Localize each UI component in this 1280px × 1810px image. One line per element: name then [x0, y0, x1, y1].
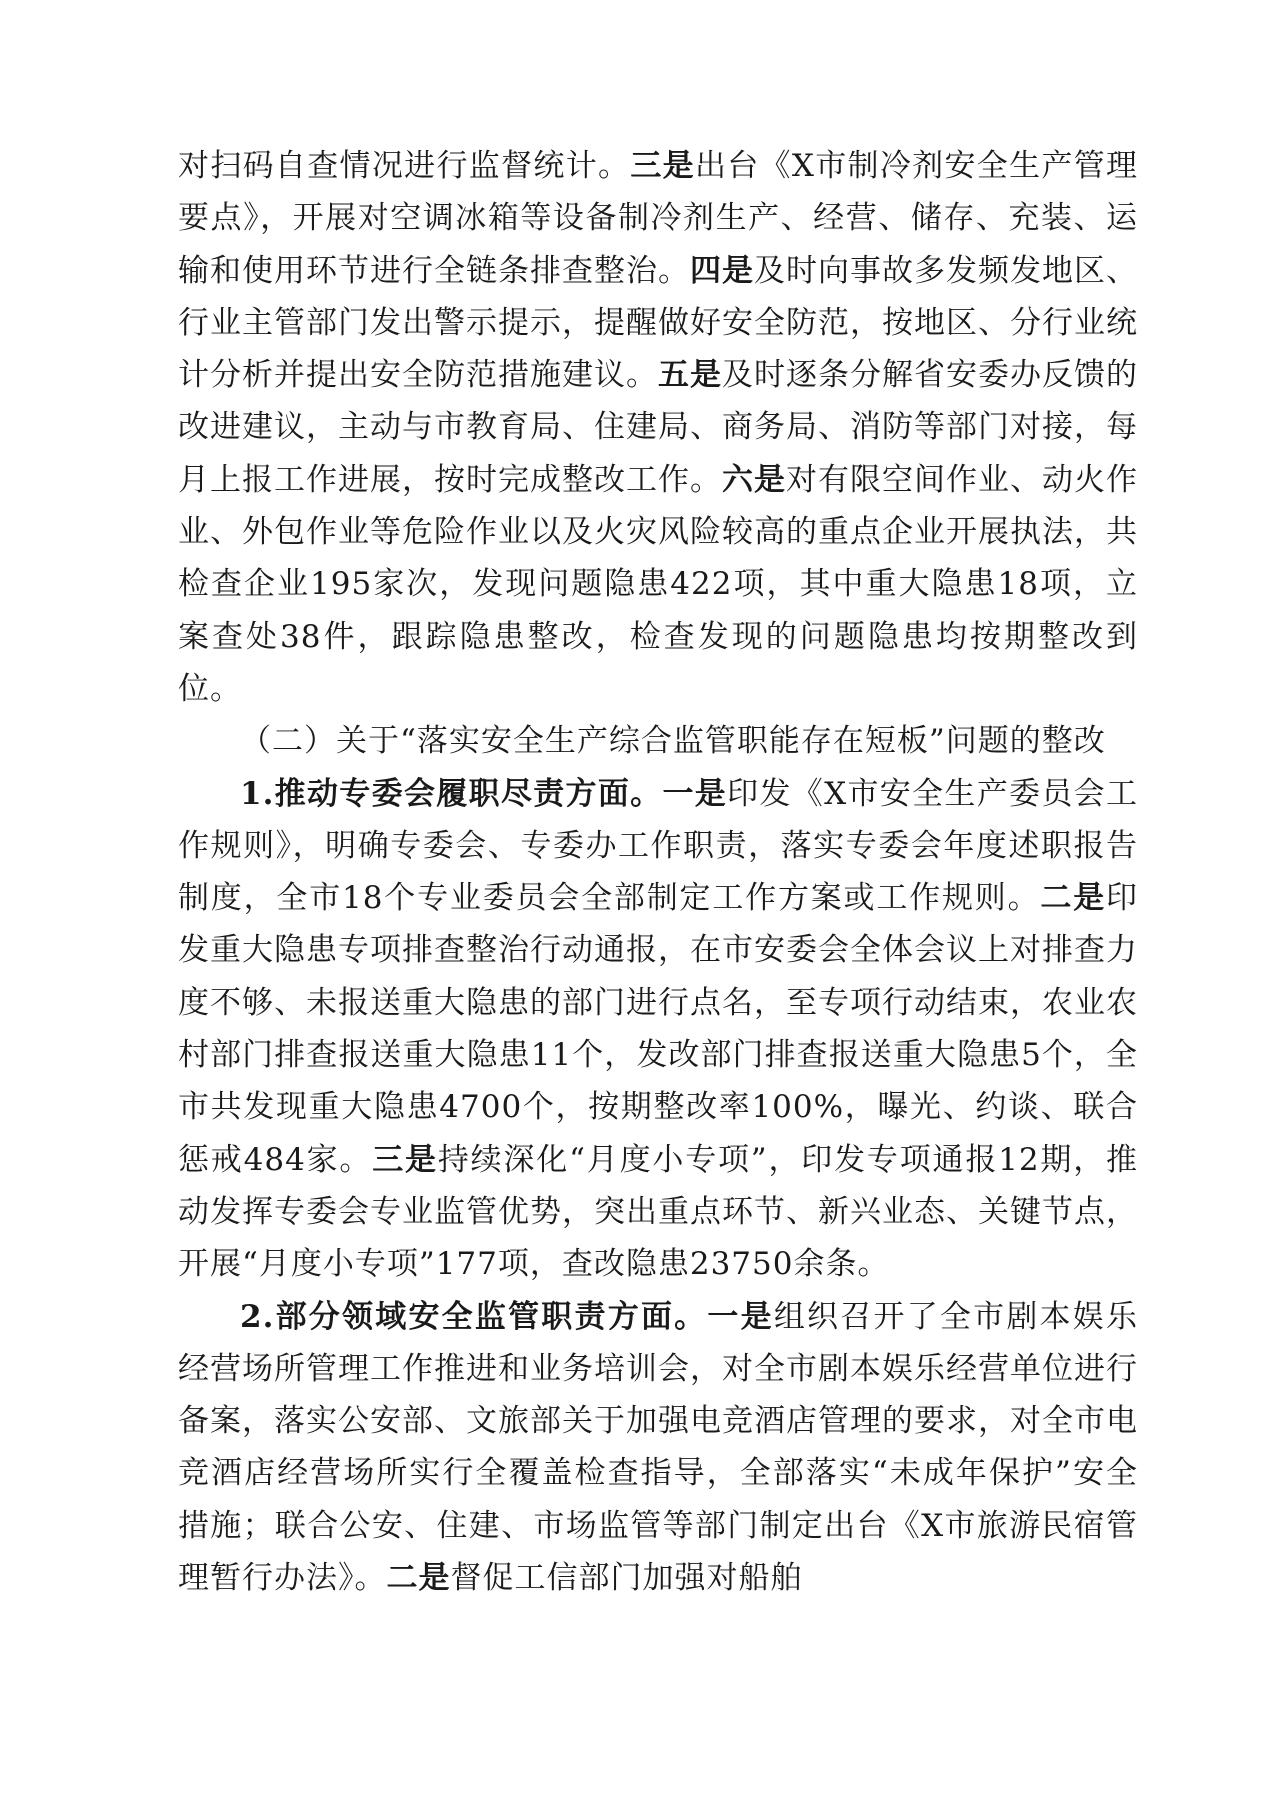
paragraph-sector-supervision	[178, 1291, 1138, 1605]
p1-marker-fifth: 五是	[658, 357, 722, 394]
p3-marker-third: 三是	[372, 1141, 438, 1178]
subheading-sector: 2.部分领域安全监管职责方面。	[240, 1298, 708, 1335]
p3-seg-6: 持续深化“月度小专项”，印发专项通报12期，推动发挥专委会专业监管优势，突出重点环节、新兴业态、关键节点，开展“月度小专项”177项，查改隐患23750余条。	[178, 1141, 1139, 1283]
p3-seg-2: 印发《X市安全生产委员会工作规则》，明确专委会、专委办工作职责，落实专委会年度述职报告制度，全市18个专业委员会全部制定工作方案或工作规则。	[178, 775, 1138, 917]
paragraph-committee-duties	[178, 768, 1138, 1291]
section-heading-2	[178, 715, 1138, 767]
p4-seg-4: 督促工信部门加强对船舶	[450, 1560, 803, 1597]
p3-seg-4: 印发重大隐患专项排查整治行动通报，在市安委会全体会议上对排查力度不够、未报送重大隐患的部门进行点名，至专项行动结束，农业农村部门排查报送重大隐患11个，发改部门排查报送重大隐患5个，全市共发现重大隐患4700个，按期整改率100%，曝光、约谈、联合惩戒484家。	[178, 880, 1139, 1178]
section-heading-text: （二）关于“落实安全生产综合监管职能存在短板”问题的整改	[240, 723, 1106, 760]
p1-marker-third: 三是	[630, 148, 695, 184]
paragraph-supervision-measures	[178, 140, 1138, 715]
document-page	[178, 140, 1138, 1604]
p4-marker-first: 一是	[707, 1298, 774, 1335]
p1-seg-2: 出台《X市制冷剂安全生产管理要点》，开展对空调冰箱等设备制冷剂生产、经营、储存、充装、运输和使用环节进行全链条排查整治。	[178, 148, 1139, 289]
p1-seg-6: 及时逐条分解省安委办反馈的改进建议，主动与市教育局、住建局、商务局、消防等部门对接，每月上报工作进展，按时完成整改工作。	[178, 357, 1138, 498]
p4-seg-2: 组织召开了全市剧本娱乐经营场所管理工作推进和业务培训会，对全市剧本娱乐经营单位进行备案，落实公安部、文旅部关于加强电竞酒店管理的要求，对全市电竞酒店经营场所实行全覆盖检查指导，全部落实“未成年保护”安全措施；联合公安、住建、市场监管等部门制定出台《X市旅游民宿管理暂行办法》。	[178, 1298, 1138, 1597]
p1-marker-sixth: 六是	[722, 461, 786, 498]
p1-seg-4: 及时向事故多发频发地区、行业主管部门发出警示提示，提醒做好安全防范，按地区、分行业统计分析并提出安全防范措施建议。	[178, 252, 1138, 394]
p1-marker-fourth: 四是	[690, 252, 754, 289]
p1-seg-0: 对扫码自查情况进行监督统计。	[178, 148, 631, 184]
subheading-committee: 1.推动专委会履职尽责方面。	[240, 775, 663, 812]
p3-marker-second: 二是	[1040, 880, 1107, 917]
p1-seg-8: 对有限空间作业、动火作业、外包作业等危险作业以及火灾风险较高的重点企业开展执法，共检查企业195家次，发现问题隐患422项，其中重大隐患18项，立案查处38件，跟踪隐患整改，检查发现的问题隐患均按期整改到位。	[178, 461, 1138, 707]
p3-marker-first: 一是	[662, 775, 728, 812]
p4-marker-second: 二是	[386, 1560, 451, 1597]
